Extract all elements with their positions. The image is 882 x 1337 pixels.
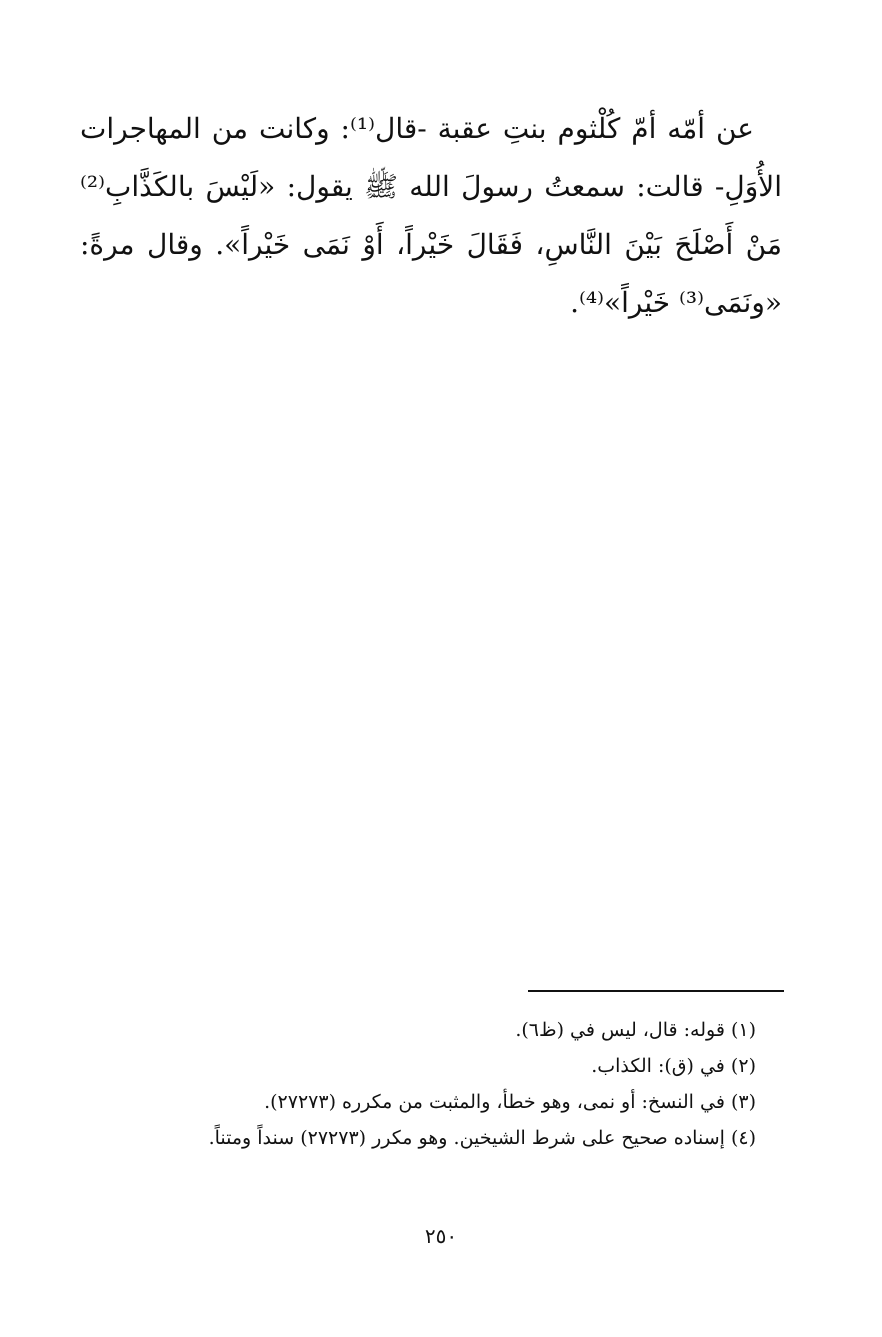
footnote-divider — [528, 990, 784, 992]
footnote-2: (٢) في (ق): الكذاب. — [591, 1055, 756, 1077]
page-number: ٢٥٠ — [424, 1224, 458, 1248]
footnote-3: (٣) في النسخ: أو نمى، وهو خطأ، والمثبت من مكرره (٢٧٢٧٣). — [264, 1091, 756, 1113]
main-text-block — [80, 100, 782, 332]
footnote-4: (٤) إسناده صحيح على شرط الشيخين. وهو مكرر (٢٧٢٧٣) سنداً ومتناً. — [208, 1127, 756, 1149]
footnotes-section — [80, 1012, 782, 1156]
main-paragraph: عن أمّه أمّ كُلْثوم بنتِ عقبة -قال⁽¹⁾: وكانت من المهاجرات الأُوَلِ- قالت: سمعتُ رسولَ الله ﷺ يقول: «لَيْسَ بالكَذَّابِ⁽²⁾ مَنْ أَصْلَحَ بَيْنَ النَّاسِ، فَقَالَ خَيْراً، أَوْ نَمَى خَيْراً». وقال مرةً: «ونَمَى⁽³⁾ خَيْراً»⁽⁴⁾. — [80, 112, 782, 319]
footnote-1: (١) قوله: قال، ليس في (ظ٦). — [515, 1019, 756, 1041]
